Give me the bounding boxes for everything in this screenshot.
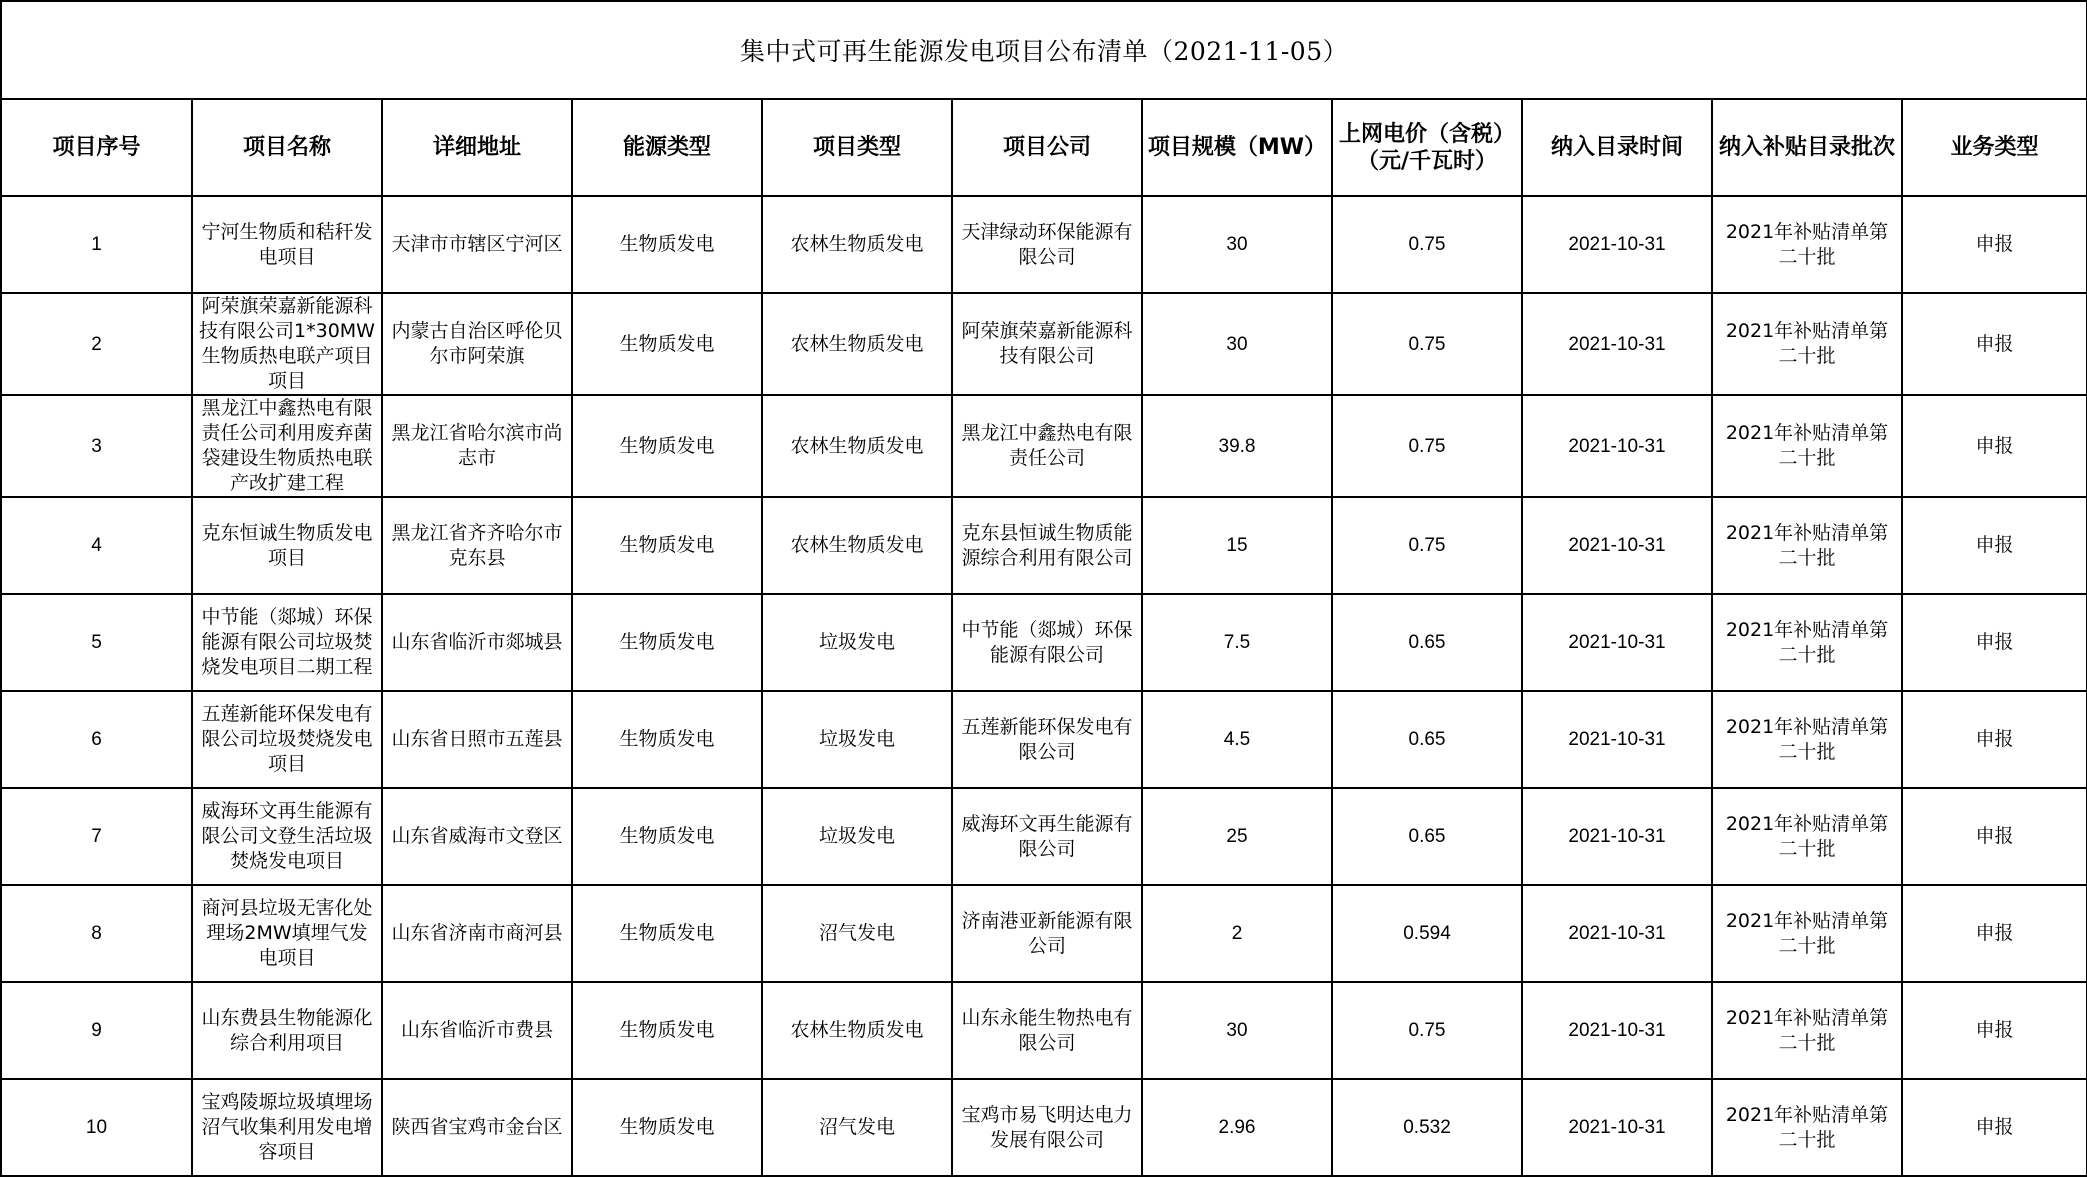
table-row <box>1 497 2087 594</box>
table-row <box>1 293 2087 395</box>
cell-address: 内蒙古自治区呼伦贝尔市阿荣旗 <box>382 293 572 395</box>
cell-price: 0.75 <box>1332 982 1522 1079</box>
cell-scale: 30 <box>1142 293 1332 395</box>
table-row <box>1 395 2087 497</box>
cell-batch: 2021年补贴清单第二十批 <box>1712 788 1902 885</box>
cell-price: 0.75 <box>1332 196 1522 293</box>
cell-date: 2021-10-31 <box>1522 982 1712 1079</box>
cell-price: 0.65 <box>1332 594 1522 691</box>
cell-business-type: 申报 <box>1902 293 2087 395</box>
cell-project-type: 垃圾发电 <box>762 788 952 885</box>
cell-project-name: 五莲新能环保发电有限公司垃圾焚烧发电项目 <box>192 691 382 788</box>
cell-address: 山东省日照市五莲县 <box>382 691 572 788</box>
header-cell: 能源类型 <box>572 99 762 196</box>
cell-project-type: 沼气发电 <box>762 885 952 982</box>
cell-company: 阿荣旗荣嘉新能源科技有限公司 <box>952 293 1142 395</box>
cell-project-type: 垃圾发电 <box>762 691 952 788</box>
table-row <box>1 691 2087 788</box>
cell-price: 0.594 <box>1332 885 1522 982</box>
cell-batch: 2021年补贴清单第二十批 <box>1712 594 1902 691</box>
table-row <box>1 885 2087 982</box>
cell-energy-type: 生物质发电 <box>572 691 762 788</box>
cell-company: 威海环文再生能源有限公司 <box>952 788 1142 885</box>
cell-energy-type: 生物质发电 <box>572 497 762 594</box>
cell-business-type: 申报 <box>1902 691 2087 788</box>
cell-business-type: 申报 <box>1902 594 2087 691</box>
header-cell: 项目公司 <box>952 99 1142 196</box>
header-cell: 纳入目录时间 <box>1522 99 1712 196</box>
cell-batch: 2021年补贴清单第二十批 <box>1712 497 1902 594</box>
cell-scale: 15 <box>1142 497 1332 594</box>
cell-batch: 2021年补贴清单第二十批 <box>1712 691 1902 788</box>
cell-company: 黑龙江中鑫热电有限责任公司 <box>952 395 1142 497</box>
cell-address: 山东省威海市文登区 <box>382 788 572 885</box>
cell-batch: 2021年补贴清单第二十批 <box>1712 395 1902 497</box>
cell-business-type: 申报 <box>1902 196 2087 293</box>
cell-project-name: 宁河生物质和秸秆发电项目 <box>192 196 382 293</box>
cell-price: 0.532 <box>1332 1079 1522 1176</box>
cell-company: 克东县恒诚生物质能源综合利用有限公司 <box>952 497 1142 594</box>
cell-address: 陕西省宝鸡市金台区 <box>382 1079 572 1176</box>
cell-project-name: 威海环文再生能源有限公司文登生活垃圾焚烧发电项目 <box>192 788 382 885</box>
cell-energy-type: 生物质发电 <box>572 1079 762 1176</box>
cell-no: 7 <box>1 788 192 885</box>
cell-project-type: 农林生物质发电 <box>762 497 952 594</box>
cell-business-type: 申报 <box>1902 788 2087 885</box>
header-row <box>1 99 2087 196</box>
cell-project-name: 山东费县生物能源化综合利用项目 <box>192 982 382 1079</box>
cell-project-name: 商河县垃圾无害化处理场2MW填埋气发电项目 <box>192 885 382 982</box>
cell-price: 0.75 <box>1332 497 1522 594</box>
cell-business-type: 申报 <box>1902 1079 2087 1176</box>
cell-price: 0.75 <box>1332 293 1522 395</box>
cell-energy-type: 生物质发电 <box>572 196 762 293</box>
cell-address: 天津市市辖区宁河区 <box>382 196 572 293</box>
cell-address: 山东省临沂市费县 <box>382 982 572 1079</box>
cell-scale: 4.5 <box>1142 691 1332 788</box>
header-cell: 上网电价（含税）（元/千瓦时） <box>1332 99 1522 196</box>
cell-price: 0.65 <box>1332 691 1522 788</box>
cell-price: 0.65 <box>1332 788 1522 885</box>
cell-company: 山东永能生物热电有限公司 <box>952 982 1142 1079</box>
header-cell: 项目名称 <box>192 99 382 196</box>
header-cell: 纳入补贴目录批次 <box>1712 99 1902 196</box>
cell-project-name: 中节能（郯城）环保能源有限公司垃圾焚烧发电项目二期工程 <box>192 594 382 691</box>
cell-company: 天津绿动环保能源有限公司 <box>952 196 1142 293</box>
cell-date: 2021-10-31 <box>1522 691 1712 788</box>
cell-date: 2021-10-31 <box>1522 293 1712 395</box>
cell-project-type: 农林生物质发电 <box>762 196 952 293</box>
cell-address: 山东省临沂市郯城县 <box>382 594 572 691</box>
cell-date: 2021-10-31 <box>1522 788 1712 885</box>
cell-project-type: 沼气发电 <box>762 1079 952 1176</box>
cell-company: 中节能（郯城）环保能源有限公司 <box>952 594 1142 691</box>
cell-no: 8 <box>1 885 192 982</box>
cell-no: 6 <box>1 691 192 788</box>
cell-energy-type: 生物质发电 <box>572 594 762 691</box>
cell-company: 宝鸡市易飞明达电力发展有限公司 <box>952 1079 1142 1176</box>
cell-energy-type: 生物质发电 <box>572 395 762 497</box>
cell-project-name: 克东恒诚生物质发电项目 <box>192 497 382 594</box>
cell-batch: 2021年补贴清单第二十批 <box>1712 982 1902 1079</box>
cell-address: 黑龙江省哈尔滨市尚志市 <box>382 395 572 497</box>
table-row <box>1 196 2087 293</box>
cell-date: 2021-10-31 <box>1522 885 1712 982</box>
cell-project-name: 黑龙江中鑫热电有限责任公司利用废弃菌袋建设生物质热电联产改扩建工程 <box>192 395 382 497</box>
cell-date: 2021-10-31 <box>1522 395 1712 497</box>
header-cell: 项目序号 <box>1 99 192 196</box>
header-cell: 项目类型 <box>762 99 952 196</box>
cell-project-type: 农林生物质发电 <box>762 982 952 1079</box>
cell-address: 黑龙江省齐齐哈尔市克东县 <box>382 497 572 594</box>
table-row <box>1 1079 2087 1176</box>
cell-price: 0.75 <box>1332 395 1522 497</box>
cell-no: 1 <box>1 196 192 293</box>
cell-project-name: 宝鸡陵塬垃圾填埋场沼气收集利用发电增容项目 <box>192 1079 382 1176</box>
cell-scale: 7.5 <box>1142 594 1332 691</box>
cell-company: 济南港亚新能源有限公司 <box>952 885 1142 982</box>
cell-company: 五莲新能环保发电有限公司 <box>952 691 1142 788</box>
cell-batch: 2021年补贴清单第二十批 <box>1712 196 1902 293</box>
cell-scale: 30 <box>1142 196 1332 293</box>
title-row <box>1 1 2087 99</box>
cell-no: 10 <box>1 1079 192 1176</box>
cell-business-type: 申报 <box>1902 982 2087 1079</box>
cell-no: 2 <box>1 293 192 395</box>
cell-energy-type: 生物质发电 <box>572 788 762 885</box>
cell-project-type: 农林生物质发电 <box>762 293 952 395</box>
cell-batch: 2021年补贴清单第二十批 <box>1712 885 1902 982</box>
cell-batch: 2021年补贴清单第二十批 <box>1712 293 1902 395</box>
cell-date: 2021-10-31 <box>1522 594 1712 691</box>
cell-no: 3 <box>1 395 192 497</box>
cell-date: 2021-10-31 <box>1522 196 1712 293</box>
cell-no: 4 <box>1 497 192 594</box>
cell-date: 2021-10-31 <box>1522 1079 1712 1176</box>
cell-energy-type: 生物质发电 <box>572 293 762 395</box>
cell-scale: 25 <box>1142 788 1332 885</box>
header-cell: 项目规模（MW） <box>1142 99 1332 196</box>
cell-address: 山东省济南市商河县 <box>382 885 572 982</box>
cell-energy-type: 生物质发电 <box>572 982 762 1079</box>
table-title: 集中式可再生能源发电项目公布清单（2021-11-05） <box>1 1 2087 99</box>
cell-no: 9 <box>1 982 192 1079</box>
table-row <box>1 982 2087 1079</box>
header-cell: 业务类型 <box>1902 99 2087 196</box>
cell-batch: 2021年补贴清单第二十批 <box>1712 1079 1902 1176</box>
cell-business-type: 申报 <box>1902 395 2087 497</box>
table-row <box>1 594 2087 691</box>
cell-scale: 2 <box>1142 885 1332 982</box>
cell-project-name: 阿荣旗荣嘉新能源科技有限公司1*30MW生物质热电联产项目项目 <box>192 293 382 395</box>
cell-business-type: 申报 <box>1902 497 2087 594</box>
cell-scale: 30 <box>1142 982 1332 1079</box>
table-row <box>1 788 2087 885</box>
cell-scale: 2.96 <box>1142 1079 1332 1176</box>
cell-scale: 39.8 <box>1142 395 1332 497</box>
cell-project-type: 垃圾发电 <box>762 594 952 691</box>
cell-energy-type: 生物质发电 <box>572 885 762 982</box>
cell-no: 5 <box>1 594 192 691</box>
cell-date: 2021-10-31 <box>1522 497 1712 594</box>
cell-business-type: 申报 <box>1902 885 2087 982</box>
cell-project-type: 农林生物质发电 <box>762 395 952 497</box>
header-cell: 详细地址 <box>382 99 572 196</box>
